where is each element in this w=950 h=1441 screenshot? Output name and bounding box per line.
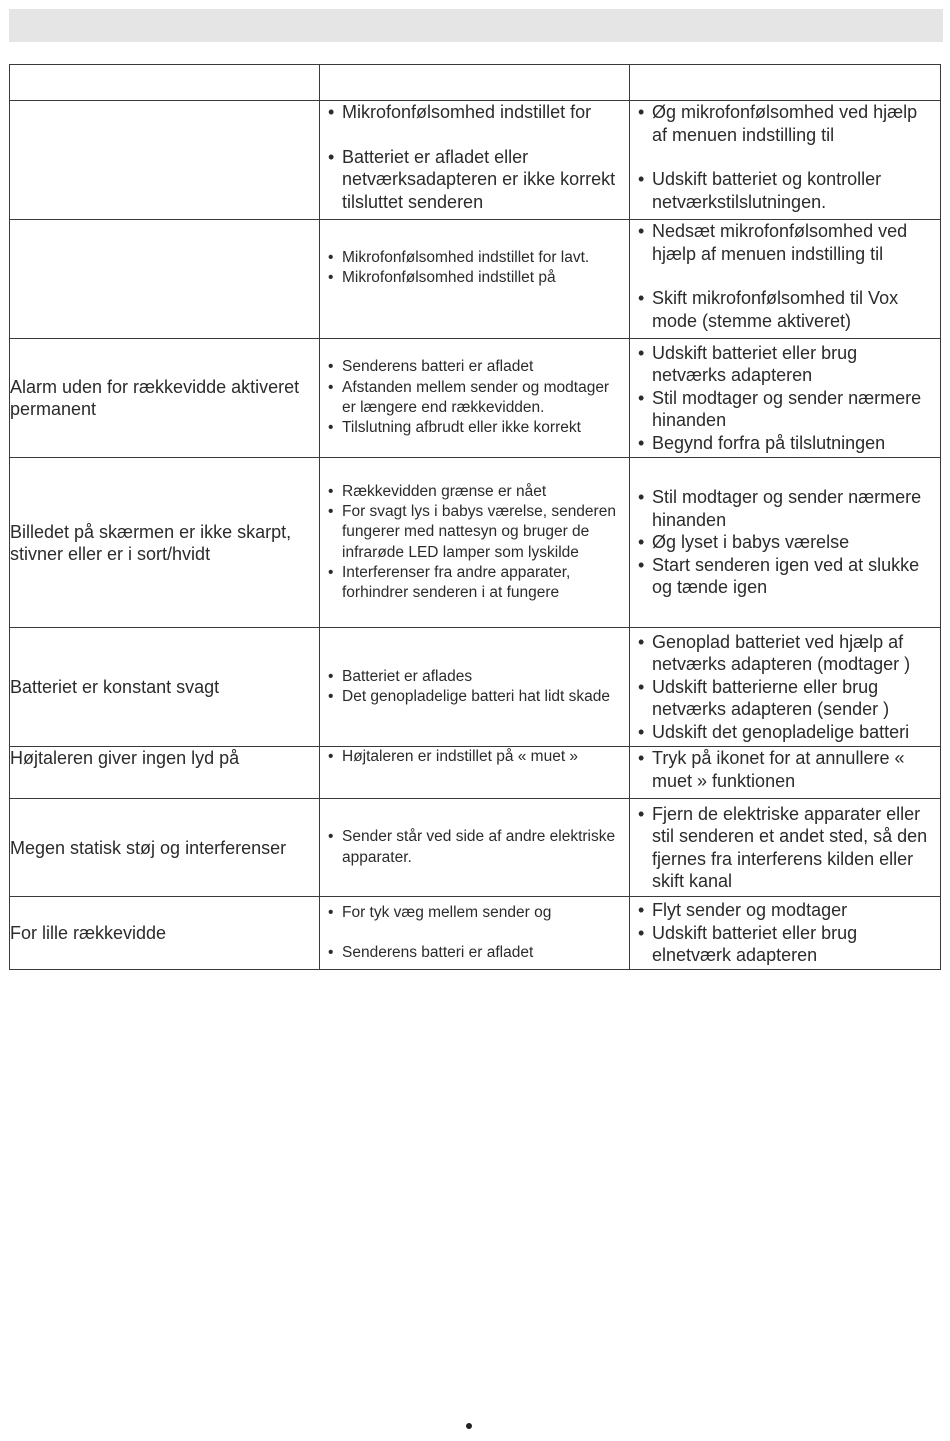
solution-cell xyxy=(630,458,941,628)
header-solution xyxy=(630,65,941,101)
solution-item: • Flyt sender og modtager xyxy=(638,899,936,922)
cause-item: • Mikrofonfølsomhed indstillet for lavt. xyxy=(328,248,625,268)
cause-item: • For svagt lys i babys værelse, senderen fungerer med nattesyn og bruger de infrarøde LED lamper som lyskilde xyxy=(328,502,625,563)
solution-item: • Stil modtager og sender nærmere hinanden xyxy=(638,486,936,531)
header-band xyxy=(9,9,943,42)
solution-cell xyxy=(630,897,941,970)
solution-item: • Stil modtager og sender nærmere hinanden xyxy=(638,387,936,432)
solution-item: • Udskift batteriet eller brug elnetværk adapteren xyxy=(638,922,936,967)
solution-item: • Udskift det genopladelige batteri xyxy=(638,721,936,744)
cause-cell xyxy=(320,101,630,220)
cause-cell xyxy=(320,897,630,970)
table-row xyxy=(10,220,941,339)
table-header-row xyxy=(10,65,941,101)
cause-cell xyxy=(320,339,630,458)
solution-item: • Skift mikrofonfølsomhed til Vox mode (stemme aktiveret) xyxy=(638,287,936,332)
problem-cell: Billedet på skærmen er ikke skarpt, stivner eller er i sort/hvidt xyxy=(10,458,320,628)
table-row xyxy=(10,101,941,220)
table-row xyxy=(10,628,941,747)
cause-item: • Mikrofonfølsomhed indstillet for xyxy=(328,101,625,124)
cause-cell xyxy=(320,747,630,799)
cause-cell xyxy=(320,799,630,897)
cause-item: • For tyk væg mellem sender og xyxy=(328,903,625,923)
table-row xyxy=(10,458,941,628)
table-row xyxy=(10,799,941,897)
solution-item: • Tryk på ikonet for at annullere « muet » funktionen xyxy=(638,747,936,792)
problem-cell: Alarm uden for rækkevidde aktiveret permanent xyxy=(10,339,320,458)
cause-item: • Det genopladelige batteri hat lidt skade xyxy=(328,687,625,707)
solution-item: • Nedsæt mikrofonfølsomhed ved hjælp af menuen indstilling til xyxy=(638,220,936,265)
cause-item: • Sender står ved side af andre elektriske apparater. xyxy=(328,827,625,868)
cause-item: • Senderens batteri er afladet xyxy=(328,357,625,377)
troubleshooting-table xyxy=(9,64,941,970)
solution-item: • Udskift batteriet og kontroller netværkstilslutningen. xyxy=(638,168,936,213)
header-problem xyxy=(10,65,320,101)
cause-item: • Senderens batteri er afladet xyxy=(328,943,625,963)
solution-item: • Fjern de elektriske apparater eller stil senderen et andet sted, så den fjernes fra interferens kilden eller skift kanal xyxy=(638,803,936,893)
cause-item: • Afstanden mellem sender og modtager er længere end rækkevidden. xyxy=(328,378,625,419)
cause-cell xyxy=(320,458,630,628)
table-row xyxy=(10,747,941,799)
header-cause xyxy=(320,65,630,101)
cause-item: • Mikrofonfølsomhed indstillet på xyxy=(328,268,625,288)
table-row xyxy=(10,339,941,458)
cause-item: • Batteriet er aflades xyxy=(328,667,625,687)
problem-cell: Højtaleren giver ingen lyd på xyxy=(10,747,320,799)
problem-cell xyxy=(10,101,320,220)
cause-cell xyxy=(320,220,630,339)
solution-cell xyxy=(630,101,941,220)
solution-cell xyxy=(630,339,941,458)
solution-item: • Udskift batteriet eller brug netværks adapteren xyxy=(638,342,936,387)
solution-item: • Start senderen igen ved at slukke og tænde igen xyxy=(638,554,936,599)
solution-item: • Øg lyset i babys værelse xyxy=(638,531,936,554)
table-row xyxy=(10,897,941,970)
solution-cell xyxy=(630,220,941,339)
cause-cell xyxy=(320,628,630,747)
solution-item: • Øg mikrofonfølsomhed ved hjælp af menuen indstilling til xyxy=(638,101,936,146)
solution-item: • Begynd forfra på tilslutningen xyxy=(638,432,936,455)
problem-cell xyxy=(10,220,320,339)
cause-item: • Interferenser fra andre apparater, forhindrer senderen i at fungere xyxy=(328,563,625,604)
page-dot xyxy=(466,1423,472,1429)
solution-cell xyxy=(630,799,941,897)
problem-cell: Batteriet er konstant svagt xyxy=(10,628,320,747)
cause-item: • Tilslutning afbrudt eller ikke korrekt xyxy=(328,418,625,438)
solution-cell xyxy=(630,628,941,747)
cause-item: • Batteriet er afladet eller netværksadapteren er ikke korrekt tilsluttet senderen xyxy=(328,146,625,214)
cause-item: • Højtaleren er indstillet på « muet » xyxy=(328,747,625,767)
cause-item: • Rækkevidden grænse er nået xyxy=(328,482,625,502)
problem-cell: For lille rækkevidde xyxy=(10,897,320,970)
problem-cell: Megen statisk støj og interferenser xyxy=(10,799,320,897)
solution-cell xyxy=(630,747,941,799)
solution-item: • Genoplad batteriet ved hjælp af netværks adapteren (modtager ) xyxy=(638,631,936,676)
solution-item: • Udskift batterierne eller brug netværks adapteren (sender ) xyxy=(638,676,936,721)
